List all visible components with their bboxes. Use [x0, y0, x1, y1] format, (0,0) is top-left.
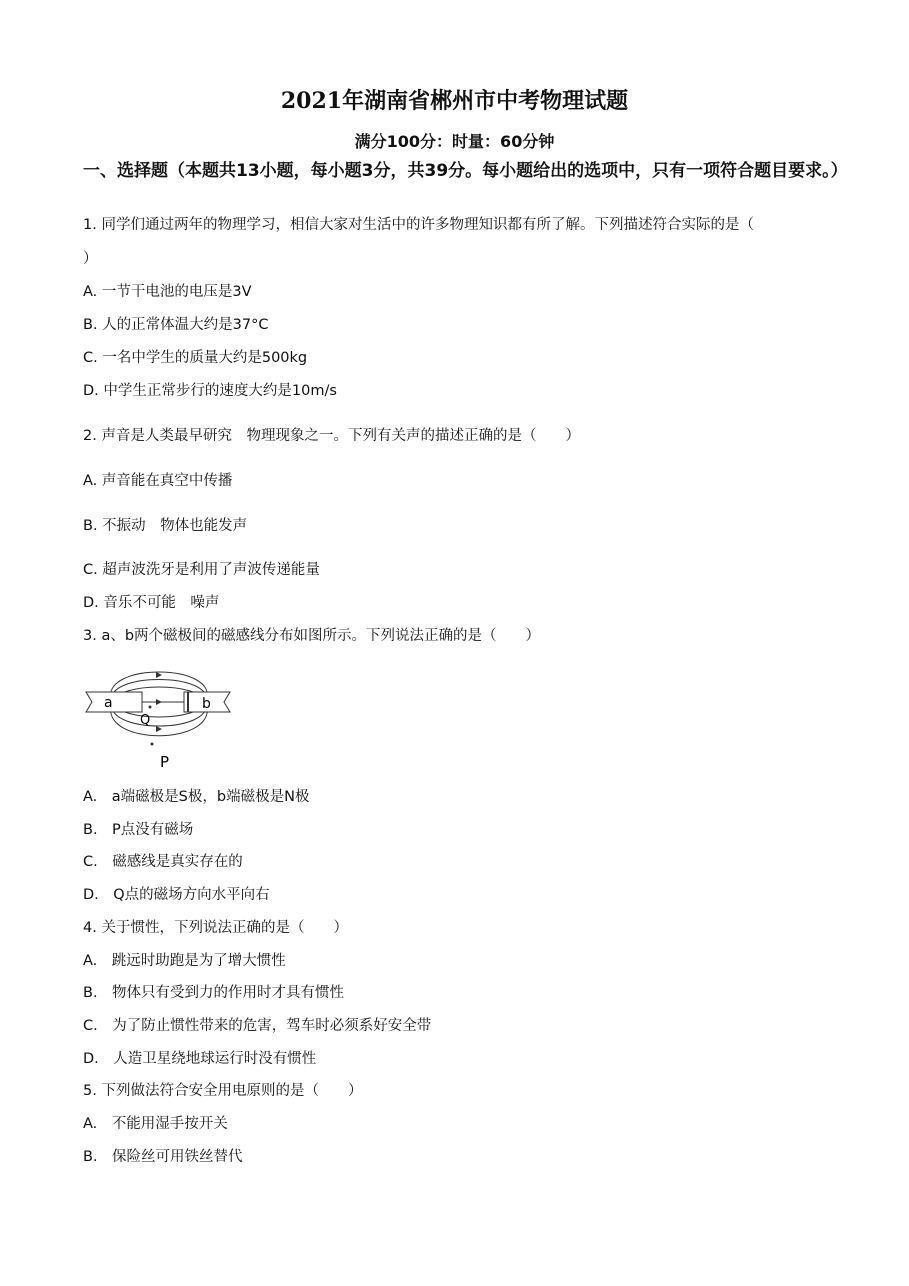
question-4-stem: 4. 关于惯性，下列说法正确的是（ ） — [83, 920, 348, 936]
question-2-option-d: D. 音乐不可能 噪声 — [83, 595, 220, 611]
question-1-option-d: D. 中学生正常步行的速度大约是10m/s — [83, 383, 337, 399]
question-2-option-b: B. 不振动 物体也能发声 — [83, 518, 248, 534]
label-b: b — [202, 696, 211, 712]
point-p-dot — [151, 743, 154, 746]
point-q-dot — [149, 706, 152, 709]
question-3-option-b: B. P点没有磁场 — [83, 822, 194, 838]
question-3-option-d: D. Q点的磁场方向水平向右 — [83, 887, 270, 903]
label-p: P — [160, 753, 170, 770]
magnetic-field-figure — [84, 652, 234, 770]
question-1-option-b: B. 人的正常体温大约是37°C — [83, 317, 269, 333]
question-3-option-c: C. 磁感线是真实存在的 — [83, 854, 243, 870]
question-4-option-d: D. 人造卫星绕地球运行时没有惯性 — [83, 1051, 317, 1067]
arrow-bottom — [156, 726, 162, 732]
question-5-option-a: A. 不能用湿手按开关 — [83, 1116, 228, 1132]
arrow-center — [156, 699, 162, 705]
magnet-a — [86, 692, 142, 712]
question-4-option-a: A. 跳远时助跑是为了增大惯性 — [83, 953, 286, 969]
label-a: a — [104, 695, 113, 711]
question-3-stem: 3. a、b两个磁极间的磁感线分布如图所示。下列说法正确的是（ ） — [83, 628, 541, 644]
exam-info: 满分100分：时量：60分钟 — [354, 132, 555, 151]
arrow-top — [156, 672, 162, 678]
question-2-option-a: A. 声音能在真空中传播 — [83, 473, 233, 489]
question-4-option-b: B. 物体只有受到力的作用时才具有惯性 — [83, 985, 345, 1001]
question-4-option-c: C. 为了防止惯性带来的危害，驾车时必须系好安全带 — [83, 1018, 432, 1034]
question-1-stem: 1. 同学们通过两年的物理学习，相信大家对生活中的许多物理知识都有所了解。下列描述符合实际的是（ — [83, 217, 754, 233]
page-title: 2021年湖南省郴州市中考物理试题 — [280, 88, 629, 114]
question-2-option-c: C. 超声波洗牙是利用了声波传递能量 — [83, 562, 320, 578]
question-3-option-a: A. a端磁极是S极，b端磁极是N极 — [83, 789, 310, 805]
section-heading: 一、选择题（本题共13小题，每小题3分，共39分。每小题给出的选项中，只有一项符合题目要求。） — [83, 161, 848, 181]
question-1-option-a: A. 一节干电池的电压是3V — [83, 284, 252, 300]
label-q: Q — [140, 713, 151, 728]
question-5-option-b: B. 保险丝可用铁丝替代 — [83, 1149, 243, 1165]
question-5-stem: 5. 下列做法符合安全用电原则的是（ ） — [83, 1083, 363, 1099]
question-2-stem: 2. 声音是人类最早研究 物理现象之一。下列有关声的描述正确的是（ ） — [83, 428, 580, 444]
question-1-option-c: C. 一名中学生的质量大约是500kg — [83, 350, 308, 366]
question-1-stem-tail: ） — [83, 251, 98, 267]
